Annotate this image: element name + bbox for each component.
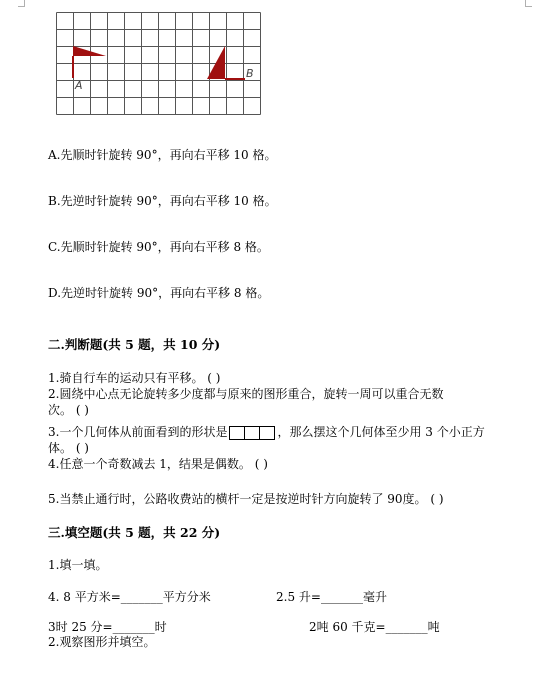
fill-item-4: 2吨 60 千克=_______吨 [309,620,440,634]
label-a: A [75,79,83,92]
judge-q3-part2: ，那么摆这个几何体至少用 3 个小正方 [277,425,485,439]
three-squares-shape [229,426,275,440]
judge-q3-line2: 体。 ( ) [48,441,89,455]
section-2-heading: 二.判断题(共 5 题，共 10 分) [48,337,221,352]
triangle-a [73,46,106,56]
fill-item-3: 3时 25 分=_______时 [48,620,167,634]
judge-q1: 1.骑自行车的运动只有平移。 ( ) [48,371,221,385]
judge-q4: 4.任意一个奇数减去 1，结果是偶数。 ( ) [48,457,268,471]
grid-svg [56,12,262,116]
judge-q2-line2: 次。 ( ) [48,403,89,417]
corner-mark-left-h [18,6,25,7]
fill-item-2: 2.5 升=_______毫升 [276,590,387,604]
option-c: C.先顺时针旋转 90°，再向右平移 8 格。 [48,240,269,254]
judge-q3-part1: 3.一个几何体从前面看到的形状是 [48,425,228,439]
judge-q3-line1 [48,425,485,440]
grid-lines [57,13,261,115]
option-a: A.先顺时针旋转 90°，再向右平移 10 格。 [48,148,277,162]
fill-q2: 2.观察图形并填空。 [48,635,156,649]
judge-q2-line1: 2.圆绕中心点无论旋转多少度都与原来的图形重合，旋转一周可以重合无数 [48,387,444,401]
rotation-grid-figure [56,12,262,120]
option-b: B.先逆时针旋转 90°，再向右平移 10 格。 [48,194,277,208]
fill-item-1: 4. 8 平方米=_______平方分米 [48,590,211,604]
judge-q5: 5.当禁止通行时，公路收费站的横杆一定是按逆时针方向旋转了 90度。 ( ) [48,492,444,506]
label-b: B [246,67,254,80]
corner-mark-right-h [525,6,532,7]
option-d: D.先逆时针旋转 90°，再向右平移 8 格。 [48,286,270,300]
fill-q1: 1.填一填。 [48,558,108,572]
section-3-heading: 三.填空题(共 5 题，共 22 分) [48,525,221,540]
